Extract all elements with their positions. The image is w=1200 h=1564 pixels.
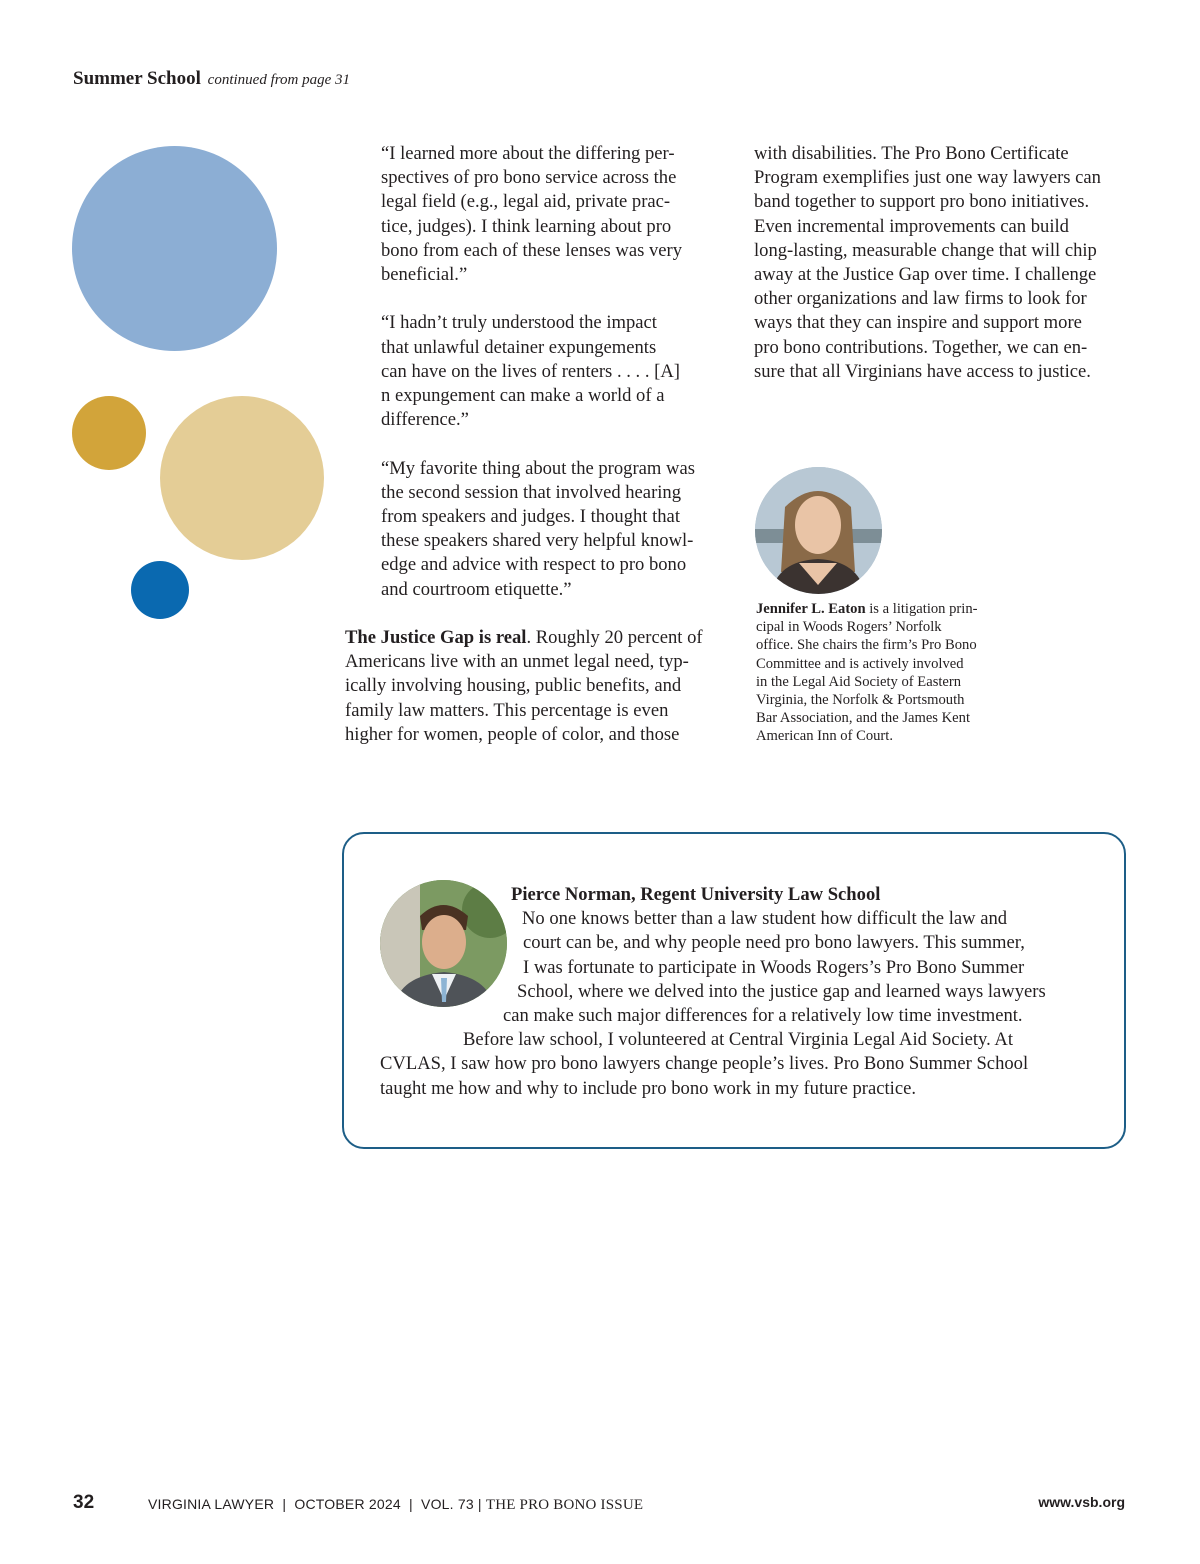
text-line: Even incremental improvements can build <box>754 215 1069 237</box>
issue-title: THE PRO BONO ISSUE <box>485 1497 644 1513</box>
text-line: Before law school, I volunteered at Central Virginia Legal Aid Society. At <box>463 1029 1014 1051</box>
text-fragment: is a litigation prin- <box>865 601 978 617</box>
testimonial-name: Pierce Norman, Regent University Law School <box>511 884 881 905</box>
separator: | <box>477 1496 482 1512</box>
website-link[interactable]: www.vsb.org <box>1038 1494 1125 1510</box>
text-line: with disabilities. The Pro Bono Certificate <box>754 143 1069 164</box>
decorative-circle-light-blue <box>72 146 277 351</box>
text-line: pro bono contributions. Together, we can en- <box>754 336 1088 358</box>
issue-date: OCTOBER 2024 <box>294 1496 401 1512</box>
section-title: Summer School <box>73 68 201 89</box>
text-line: difference.” <box>381 409 469 431</box>
lead-in: The Justice Gap is real <box>345 627 527 648</box>
text-line: Program exemplifies just one way lawyers can <box>754 167 1101 189</box>
text-line <box>756 600 1006 618</box>
text-line: tice, judges). I think learning about pro <box>381 215 672 237</box>
text-line: Bar Association, and the James Kent <box>756 710 970 727</box>
text-line: Virginia, the Norfolk & Portsmouth <box>756 692 965 709</box>
text-line: long-lasting, measurable change that will chip <box>754 239 1097 261</box>
text-line: and courtroom etiquette.” <box>381 578 572 600</box>
quote-1 <box>381 142 726 287</box>
text-line: beneficial.” <box>381 264 468 286</box>
text-line: School, where we delved into the justice gap and learned ways lawyers <box>517 980 1046 1002</box>
text-line: ically involving housing, public benefits, and <box>345 675 682 697</box>
publication-name: VIRGINIA LAWYER <box>148 1496 275 1512</box>
text-line: No one knows better than a law student how difficult the law and <box>522 908 1008 930</box>
justice-gap-paragraph <box>345 626 725 747</box>
text-line: higher for women, people of color, and those <box>345 723 680 745</box>
text-line: in the Legal Aid Society of Eastern <box>756 673 962 690</box>
text-line: office. She chairs the firm’s Pro Bono <box>756 637 977 654</box>
author-portrait-image <box>755 467 882 594</box>
running-header <box>73 68 350 90</box>
text-line: American Inn of Court. <box>756 728 893 745</box>
text-line: bono from each of these lenses was very <box>381 239 683 261</box>
text-line: cipal in Woods Rogers’ Norfolk <box>756 619 942 636</box>
text-line: CVLAS, I saw how pro bono lawyers change people’s lives. Pro Bono Summer School <box>380 1053 1029 1075</box>
text-line <box>345 626 725 650</box>
text-line: legal field (e.g., legal aid, private prac- <box>381 191 671 213</box>
separator: | <box>409 1496 413 1512</box>
page-footer <box>0 1492 1200 1520</box>
text-line: court can be, and why people need pro bono lawyers. This summer, <box>523 932 1025 954</box>
text-line: I was fortunate to participate in Woods Rogers’s Pro Bono Summer <box>523 956 1025 978</box>
text-line: these speakers shared very helpful knowl- <box>381 530 694 552</box>
continued-note: continued from page 31 <box>207 72 351 88</box>
text-line: other organizations and law firms to look for <box>754 288 1087 310</box>
publication-line <box>148 1496 643 1514</box>
volume: VOL. 73 <box>421 1496 474 1512</box>
text-line: from speakers and judges. I thought that <box>381 506 680 528</box>
text-line: Americans live with an unmet legal need, typ- <box>345 651 689 673</box>
separator: | <box>282 1496 287 1512</box>
text-line: n expungement can make a world of a <box>381 385 665 407</box>
testimonial-portrait-image <box>380 880 507 1007</box>
text-line: can have on the lives of renters . . . . [A] <box>381 360 680 382</box>
author-photo <box>755 467 882 594</box>
quote-3 <box>381 457 726 602</box>
quotes-column <box>381 142 726 602</box>
text-line: Committee and is actively involved <box>756 655 964 672</box>
text-line: ways that they can inspire and support more <box>754 312 1082 334</box>
decorative-circle-gold <box>72 396 146 470</box>
right-column-paragraph <box>754 142 1134 384</box>
text-line: can make such major differences for a relatively low time investment. <box>503 1005 1023 1026</box>
author-bio <box>756 600 1006 746</box>
text-line: that unlawful detainer expungements <box>381 336 657 358</box>
text-fragment: . Roughly 20 percent of <box>526 627 703 648</box>
text-line: the second session that involved hearing <box>381 481 682 503</box>
text-line: “I learned more about the differing per- <box>381 143 675 164</box>
decorative-circle-tan <box>160 396 324 560</box>
text-line: taught me how and why to include pro bono work in my future practice. <box>380 1077 916 1099</box>
text-line: away at the Justice Gap over time. I challenge <box>754 264 1097 286</box>
text-line: spectives of pro bono service across the <box>381 167 677 189</box>
text-line: “I hadn’t truly understood the impact <box>381 312 657 334</box>
quote-2 <box>381 311 726 432</box>
text-line: sure that all Virginians have access to justice. <box>754 360 1091 382</box>
testimonial-photo <box>380 880 507 1007</box>
text-line: band together to support pro bono initiatives. <box>754 191 1090 213</box>
text-line: “My favorite thing about the program was <box>381 457 695 479</box>
author-name: Jennifer L. Eaton <box>756 601 866 617</box>
text-line: edge and advice with respect to pro bono <box>381 554 687 576</box>
text-line: family law matters. This percentage is even <box>345 699 669 721</box>
decorative-circle-blue <box>131 561 189 619</box>
page-number: 32 <box>73 1492 95 1513</box>
